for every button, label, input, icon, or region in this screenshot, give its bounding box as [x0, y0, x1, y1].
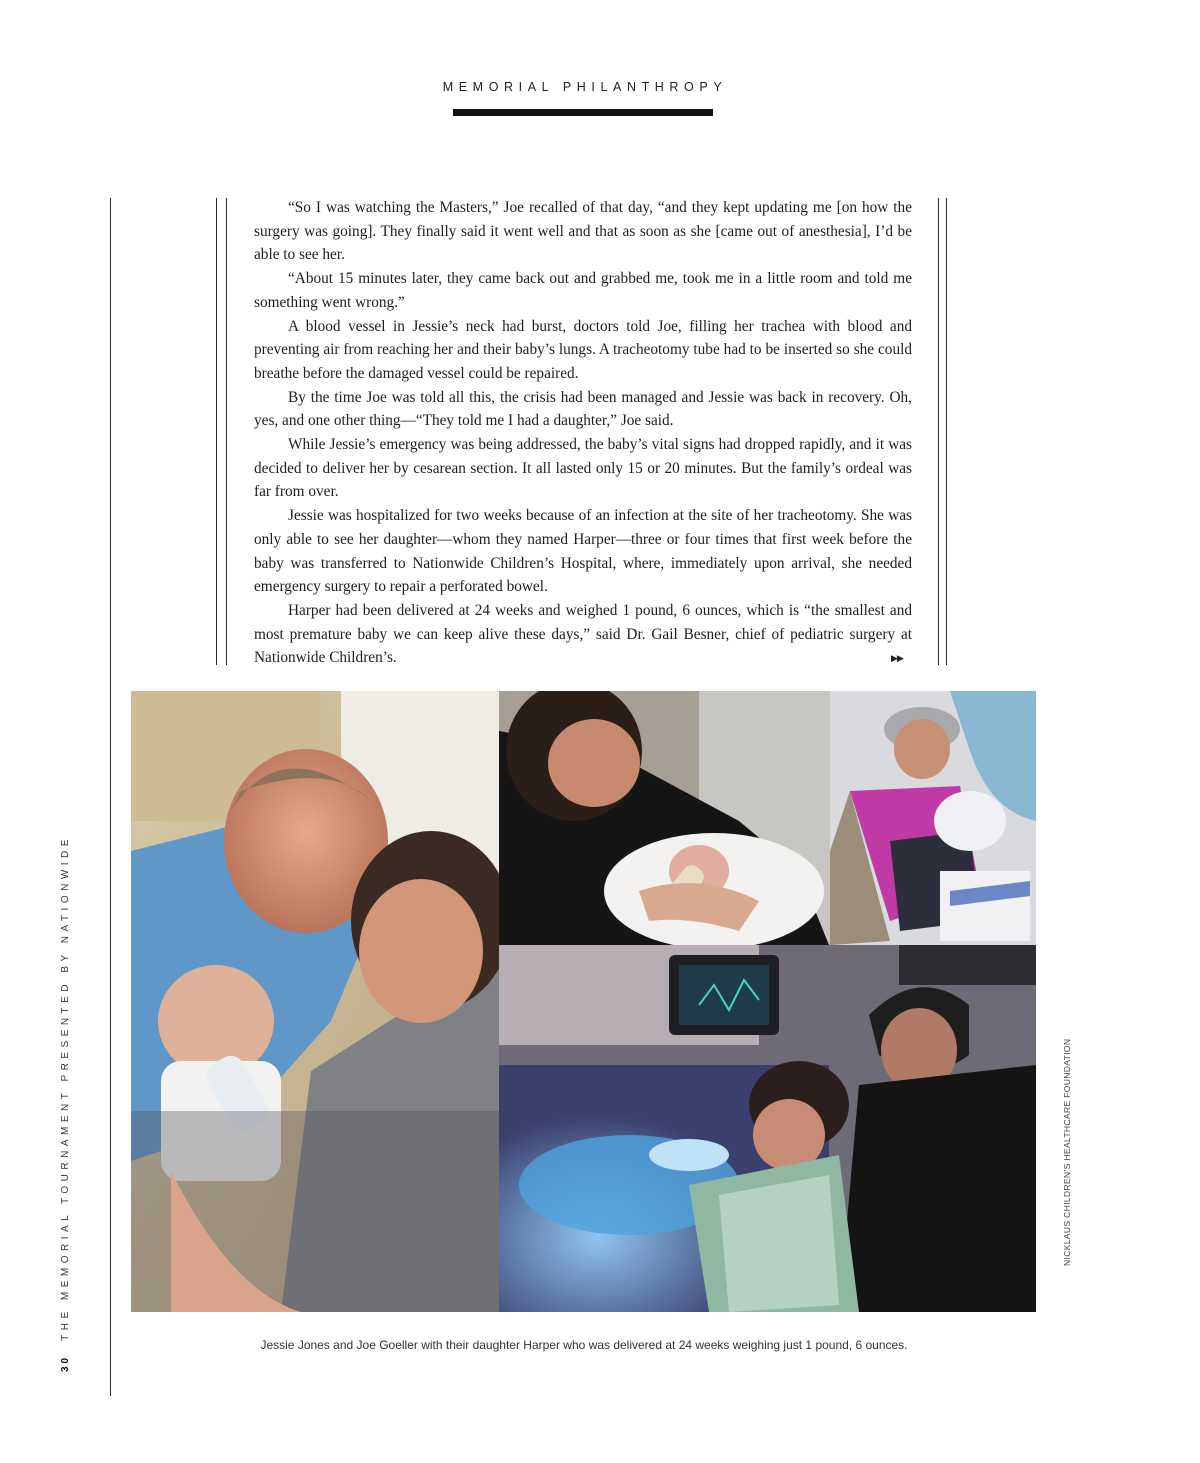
article-paragraph: A blood vessel in Jessie’s neck had burst, doctors told Joe, filling her trachea with blood and preventing air from reaching her and their baby’s lungs. A tracheotomy tube had to be inserted so she could breathe before the damaged vessel could be repaired. [254, 317, 912, 382]
photo-father-holding [830, 691, 1036, 945]
article-paragraph: While Jessie’s emergency was being addressed, the baby’s vital signs had dropped rapidly, and it was decided to deliver her by cesarean section. It all lasted only 15 or 20 minutes. But the family’s ordeal was far from over. [254, 436, 912, 501]
section-label: MEMORIAL PHILANTHROPY [442, 80, 728, 94]
article-paragraph: “About 15 minutes later, they came back out and grabbed me, took me in a little room and told me something went wrong.” [254, 270, 912, 311]
article-body [254, 196, 912, 670]
article-paragraph: Harper had been delivered at 24 weeks and weighed 1 pound, 6 ounces, which is “the smallest and most premature baby we can keep alive these days,” said Dr. Gail Besner, chief of pediatric surgery at Nationwide Children’s. [254, 601, 912, 667]
photo-caption: Jessie Jones and Joe Goeller with their daughter Harper who was delivered at 24 weeks weighing just 1 pound, 6 ounces. [260, 1338, 908, 1352]
page-number: 30 [60, 1354, 71, 1372]
article-paragraph: “So I was watching the Masters,” Joe recalled of that day, “and they kept updating me [on how the surgery was going]. They finally said it went well and that as soon as she [came out of anesthesia], I’d be able to see her. [254, 199, 912, 264]
article-paragraph: By the time Joe was told all this, the crisis had been managed and Jessie was back in recovery. Oh, yes, and one other thing—“They told me I had a daughter,” Joe said. [254, 388, 912, 430]
continue-arrow-icon: ▶▶ [891, 654, 903, 664]
page-margin-rule [110, 198, 111, 1396]
photo-family-feeding [131, 691, 499, 1312]
column-rule-left-inner [226, 198, 227, 665]
column-rule-right-outer [946, 198, 947, 665]
section-divider-bar [453, 109, 713, 116]
column-rule-left-outer [216, 198, 217, 665]
column-rule-right-inner [938, 198, 939, 665]
article-paragraph: Jessie was hospitalized for two weeks because of an infection at the site of her tracheotomy. She was only able to see her daughter—whom they named Harper—three or four times that first week before the baby was transferred to Nationwide Children’s Hospital, where, immediately upon arrival, she needed emergency surgery to repair a perforated bowel. [254, 507, 912, 596]
running-title: THE MEMORIAL TOURNAMENT PRESENTED BY NATIONWIDE [60, 835, 71, 1341]
photo-nicu-incubator [499, 945, 1036, 1312]
photo-mother-bottle [499, 691, 830, 945]
